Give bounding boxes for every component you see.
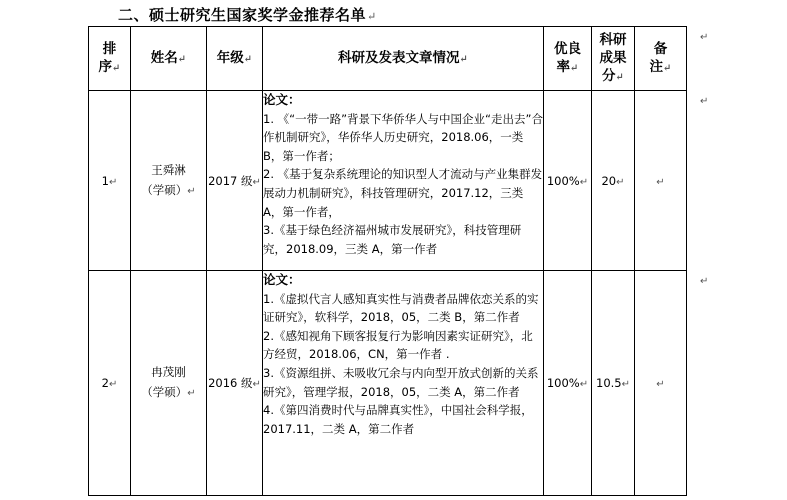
header-grade: 年级↵ bbox=[207, 27, 263, 91]
row-score: 10.5↵ bbox=[592, 271, 635, 496]
papers-heading: 论文： bbox=[263, 272, 301, 287]
scholarship-table bbox=[88, 26, 687, 496]
paper-item: 3.《资源组拼、未吸收冗余与内向型开放式创新的关系研究》，管理学报，2018，05，二类 A，第二作者 bbox=[263, 365, 539, 399]
row-note: ↵ bbox=[635, 271, 687, 496]
table-row bbox=[89, 271, 687, 496]
paragraph-mark-icon: ↵ bbox=[367, 10, 377, 23]
paper-item: 1.《虚拟代言人感知真实性与消费者品牌依恋关系的实证研究》，软科学，2018，05，二类 B，第二作者 bbox=[263, 291, 539, 325]
row-papers bbox=[263, 271, 544, 496]
document-title bbox=[118, 4, 377, 25]
paper-item: 1. 《“一带一路”背景下华侨华人与中国企业“走出去”合作机制研究》，华侨华人历史研究，2018.06，一类 B，第一作者； bbox=[263, 111, 543, 163]
row-rate: 100%↵ bbox=[544, 271, 592, 496]
row-end-mark-icon: ↵ bbox=[700, 32, 709, 43]
row-rate: 100%↵ bbox=[544, 91, 592, 271]
header-papers: 科研及发表文章情况↵ bbox=[263, 27, 544, 91]
row-index: 2↵ bbox=[89, 271, 131, 496]
paper-item: 3.《基于绿色经济福州城市发展研究》，科技管理研究，2018.09，三类 A，第一作者 bbox=[263, 223, 522, 256]
header-name: 姓名↵ bbox=[131, 27, 207, 91]
header-row bbox=[89, 27, 687, 91]
document-title-text: 二、硕士研究生国家奖学金推荐名单 bbox=[118, 6, 367, 24]
row-note: ↵ bbox=[635, 91, 687, 271]
papers-heading: 论文： bbox=[263, 92, 301, 107]
header-note: 备 注↵ bbox=[635, 27, 687, 91]
header-index: 排 序↵ bbox=[89, 27, 131, 91]
header-score: 科研 成果 分↵ bbox=[592, 27, 635, 91]
row-index: 1↵ bbox=[89, 91, 131, 271]
row-grade: 2017 级↵ bbox=[207, 91, 263, 271]
table-row bbox=[89, 91, 687, 271]
row-name: 冉茂刚 （学硕）↵ bbox=[131, 271, 207, 496]
row-end-mark-icon: ↵ bbox=[700, 96, 709, 107]
paper-item: 2.《感知视角下顾客报复行为影响因素实证研究》，北方经贸，2018.06，CN，第一作者 . bbox=[263, 328, 533, 362]
row-papers bbox=[263, 91, 544, 271]
header-rate: 优良 率↵ bbox=[544, 27, 592, 91]
row-name: 王舜淋 （学硕）↵ bbox=[131, 91, 207, 271]
paper-item: 4.《第四消费时代与品牌真实性》，中国社会科学报，2017.11，二类 A，第二作者 bbox=[263, 403, 533, 436]
row-grade: 2016 级↵ bbox=[207, 271, 263, 496]
row-end-mark-icon: ↵ bbox=[700, 276, 709, 287]
paper-item: 2. 《基于复杂系统理论的知识型人才流动与产业集群发展动力机制研究》，科技管理研究，2017.12，三类 A，第一作者， bbox=[263, 167, 543, 219]
row-score: 20↵ bbox=[592, 91, 635, 271]
